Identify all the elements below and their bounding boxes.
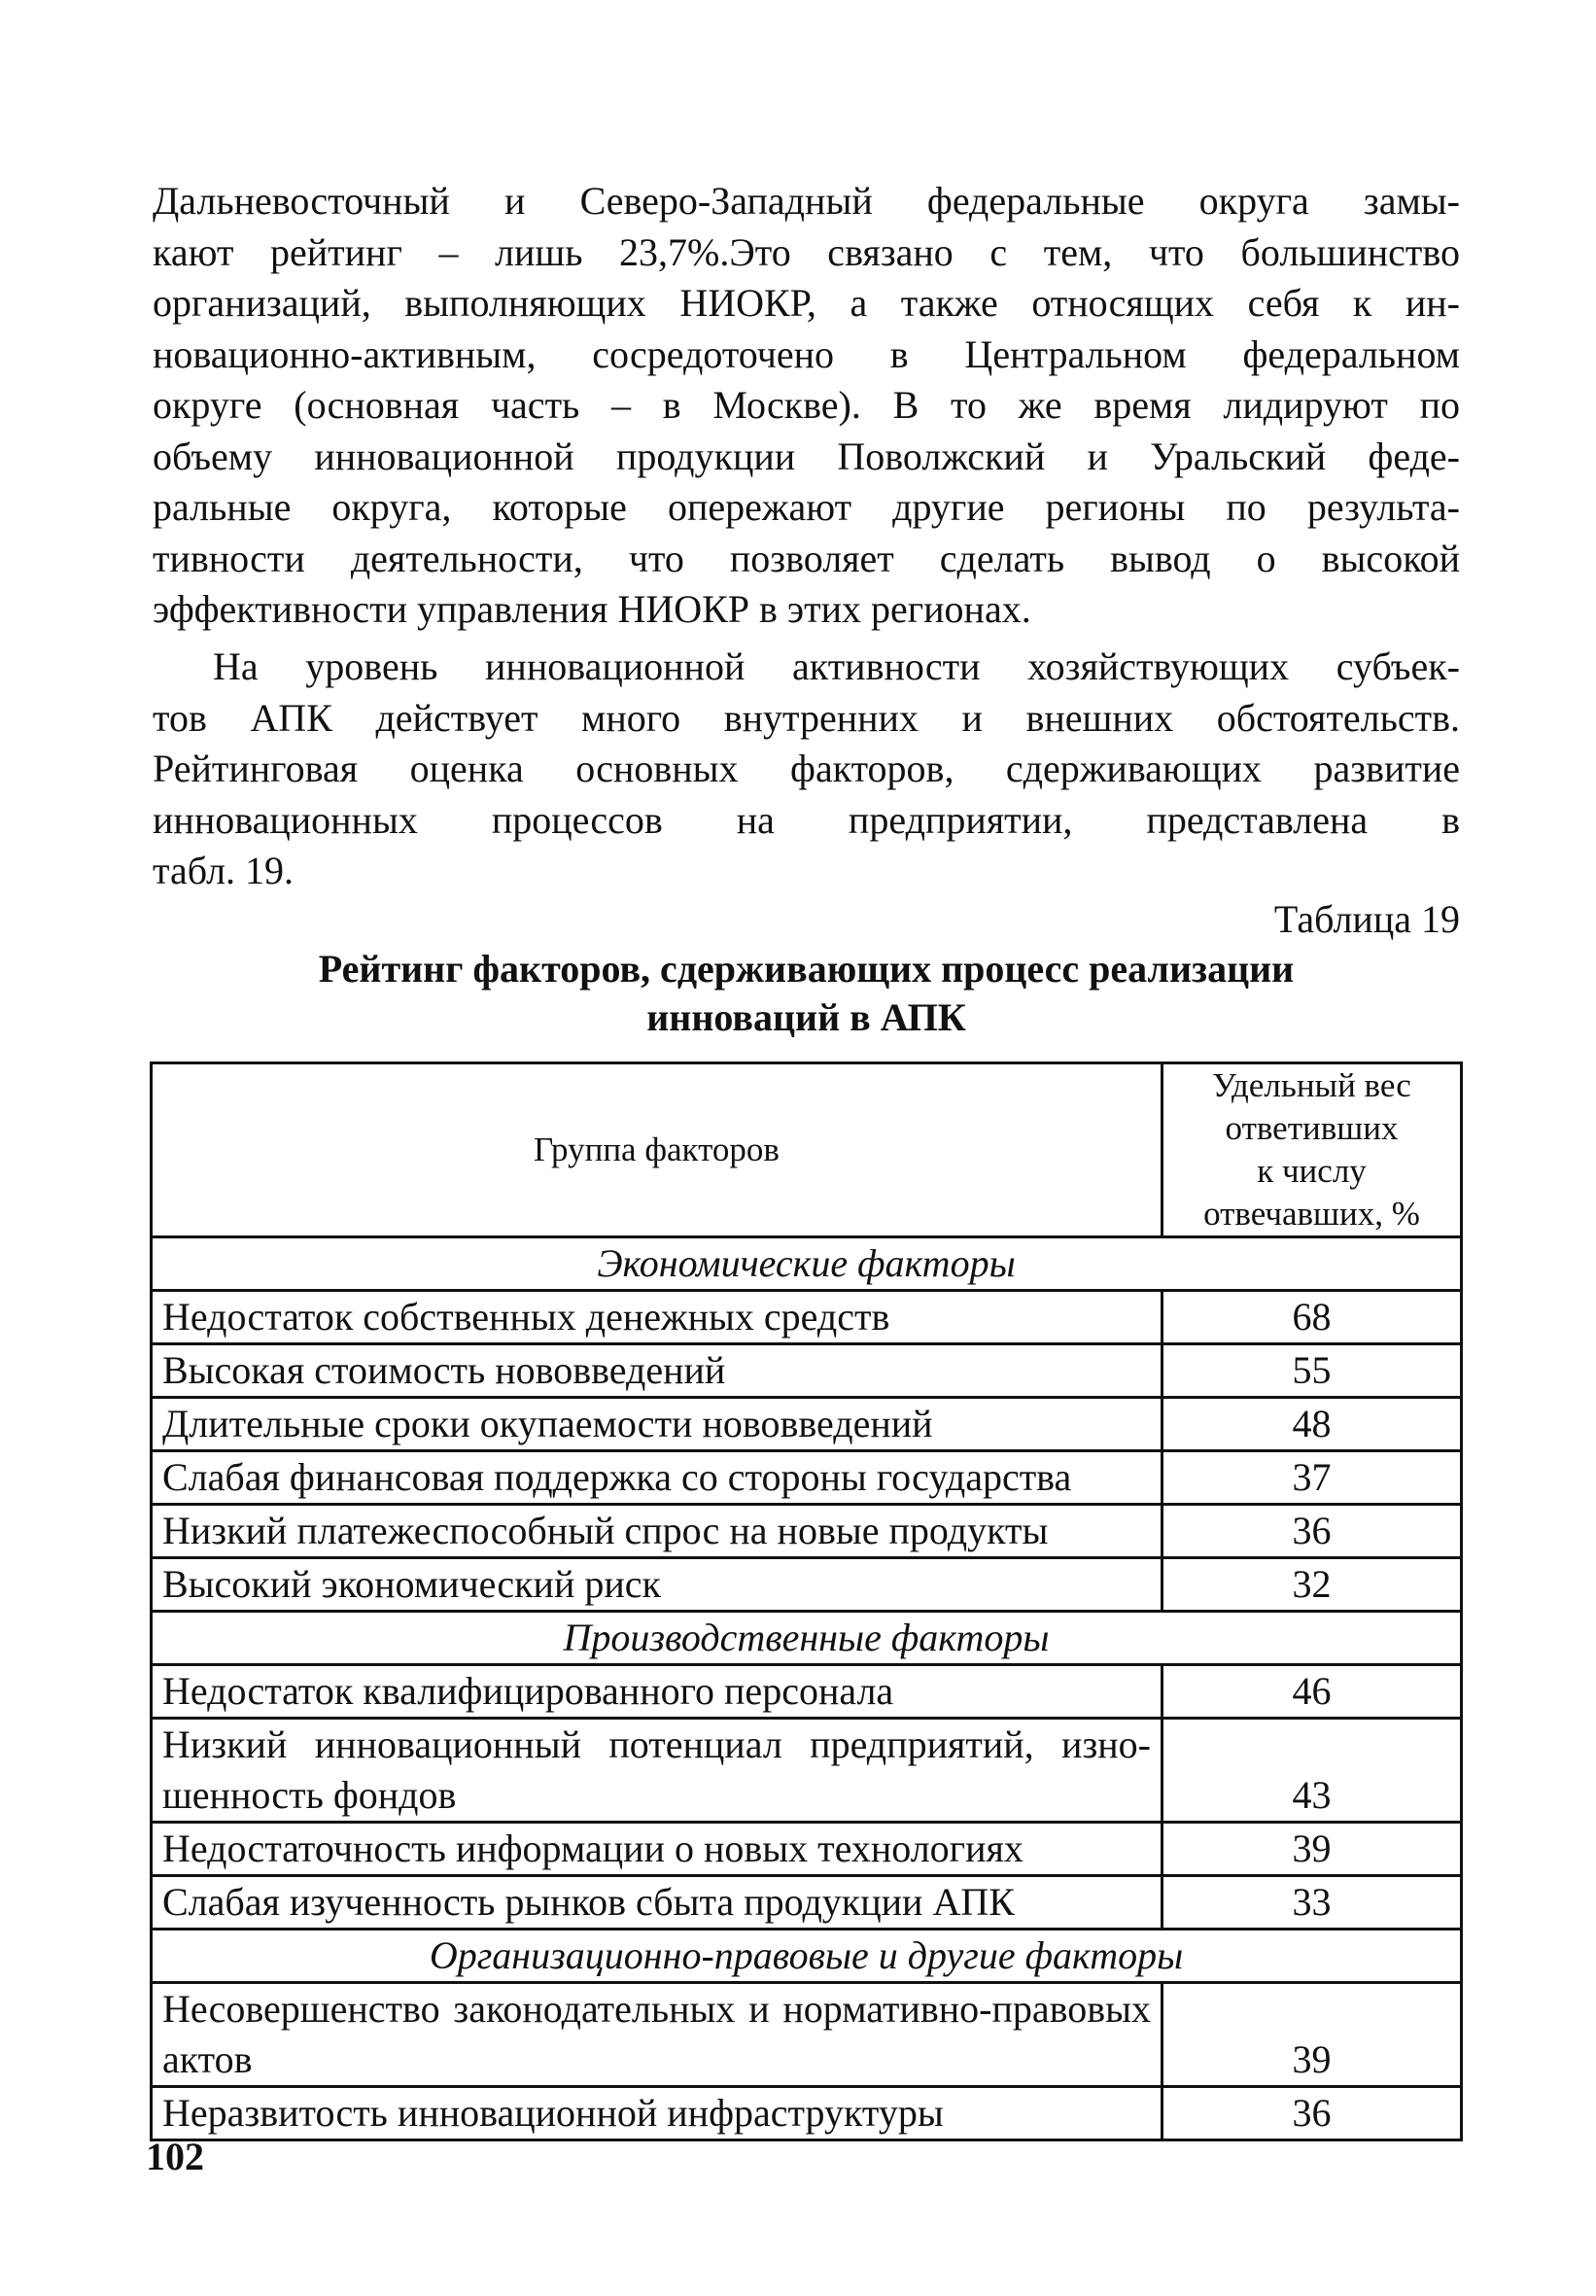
paragraph-line: ральные округа, которые опережают другие регионы по результа- [153, 485, 1460, 529]
table-row [152, 1398, 1462, 1451]
header-share-line: Удельный вес [1212, 1066, 1411, 1104]
table-row [152, 1291, 1462, 1344]
table-row [152, 1344, 1462, 1398]
value-cell: 43 [1162, 1719, 1462, 1823]
factor-cell: Недостаточность информации о новых технологиях [152, 1823, 1162, 1876]
value-cell: 36 [1162, 1505, 1462, 1558]
table-row [152, 1823, 1462, 1876]
table-row [152, 1876, 1462, 1930]
section-title: Производственные факторы [152, 1612, 1462, 1665]
table-row [152, 1505, 1462, 1558]
paragraph-line: округе (основная часть – в Москве). В то же время лидируют по [153, 383, 1460, 427]
paragraph-line: тов АПК действует много внутренних и внешних обстоятельств. [153, 695, 1460, 740]
factor-cell: Высокая стоимость нововведений [152, 1344, 1162, 1398]
table-header-row [152, 1063, 1462, 1237]
section-row [152, 1612, 1462, 1665]
section-row [152, 1930, 1462, 1983]
factor-cell: Недостаток квалифицированного персонала [152, 1665, 1162, 1719]
paragraph-line: организаций, выполняющих НИОКР, а также относящих себя к ин- [153, 281, 1460, 325]
table-row [152, 1665, 1462, 1719]
factor-cell: Высокий экономический риск [152, 1558, 1162, 1612]
factor-cell: Длительные сроки окупаемости нововведений [152, 1398, 1162, 1451]
header-share-line: к числу [1257, 1152, 1367, 1190]
paragraph-line: эффективности управления НИОКР в этих регионах. [153, 587, 1031, 631]
factor-cell: Низкий инновационный потенциал предприятий, изно-шенность фондов [152, 1719, 1162, 1823]
paragraph-line: Рейтинговая оценка основных факторов, сдерживающих развитие [153, 747, 1460, 790]
factor-cell: Слабая финансовая поддержка со стороны государства [152, 1451, 1162, 1505]
paragraph-2 [153, 642, 1460, 897]
value-cell: 46 [1162, 1665, 1462, 1719]
table-row [152, 1983, 1462, 2087]
paragraph-line: Дальневосточный и Северо-Западный федеральные округа замы- [153, 179, 1460, 223]
paragraph-line: табл. 19. [153, 849, 295, 892]
factor-cell: Неразвитость инновационной инфраструктуры [152, 2087, 1162, 2140]
header-share-line: ответивших [1225, 1109, 1399, 1147]
table-row [152, 1558, 1462, 1612]
table-label: Таблица 19 [1273, 897, 1460, 941]
header-share-line: отвечавших, % [1203, 1195, 1420, 1233]
value-cell: 48 [1162, 1398, 1462, 1451]
section-title: Экономические факторы [152, 1237, 1462, 1291]
value-cell: 39 [1162, 1983, 1462, 2087]
factors-table [150, 1061, 1463, 2141]
value-cell: 37 [1162, 1451, 1462, 1505]
section-title: Организационно-правовые и другие факторы [152, 1930, 1462, 1983]
table-row [152, 2087, 1462, 2140]
value-cell: 33 [1162, 1876, 1462, 1930]
paragraph-line: На уровень инновационной активности хозяйствующих субъек- [213, 644, 1460, 688]
factor-cell: Слабая изученность рынков сбыта продукции АПК [152, 1876, 1162, 1930]
table-row [152, 1719, 1462, 1823]
paragraph-line: инновационных процессов на предприятии, представлена в [153, 797, 1460, 842]
factor-cell: Недостаток собственных денежных средств [152, 1291, 1162, 1344]
paragraph-1 [153, 176, 1460, 636]
paragraph-line: новационно-активным, сосредоточено в Центральном федеральном [153, 331, 1460, 376]
section-row [152, 1237, 1462, 1291]
value-cell: 36 [1162, 2087, 1462, 2140]
header-group: Группа факторов [152, 1063, 1162, 1237]
value-cell: 39 [1162, 1823, 1462, 1876]
value-cell: 68 [1162, 1291, 1462, 1344]
paragraph-line: кают рейтинг – лишь 23,7%.Это связано с тем, что большинство [153, 229, 1460, 274]
table-title-line: Рейтинг факторов, сдерживающих процесс реализации [318, 947, 1295, 991]
value-cell: 55 [1162, 1344, 1462, 1398]
table-row [152, 1451, 1462, 1505]
table-title [153, 945, 1460, 1042]
value-cell: 32 [1162, 1558, 1462, 1612]
page-number: 102 [146, 2135, 204, 2178]
factor-cell: Низкий платежеспособный спрос на новые продукты [152, 1505, 1162, 1558]
table-title-line: инноваций в АПК [646, 995, 966, 1039]
header-share [1162, 1063, 1462, 1237]
paragraph-line: тивности деятельности, что позволяет сделать вывод о высокой [153, 536, 1460, 580]
factor-cell: Несовершенство законодательных и нормативно-правовых актов [152, 1983, 1162, 2087]
paragraph-line: объему инновационной продукции Поволжский и Уральский феде- [153, 434, 1460, 478]
